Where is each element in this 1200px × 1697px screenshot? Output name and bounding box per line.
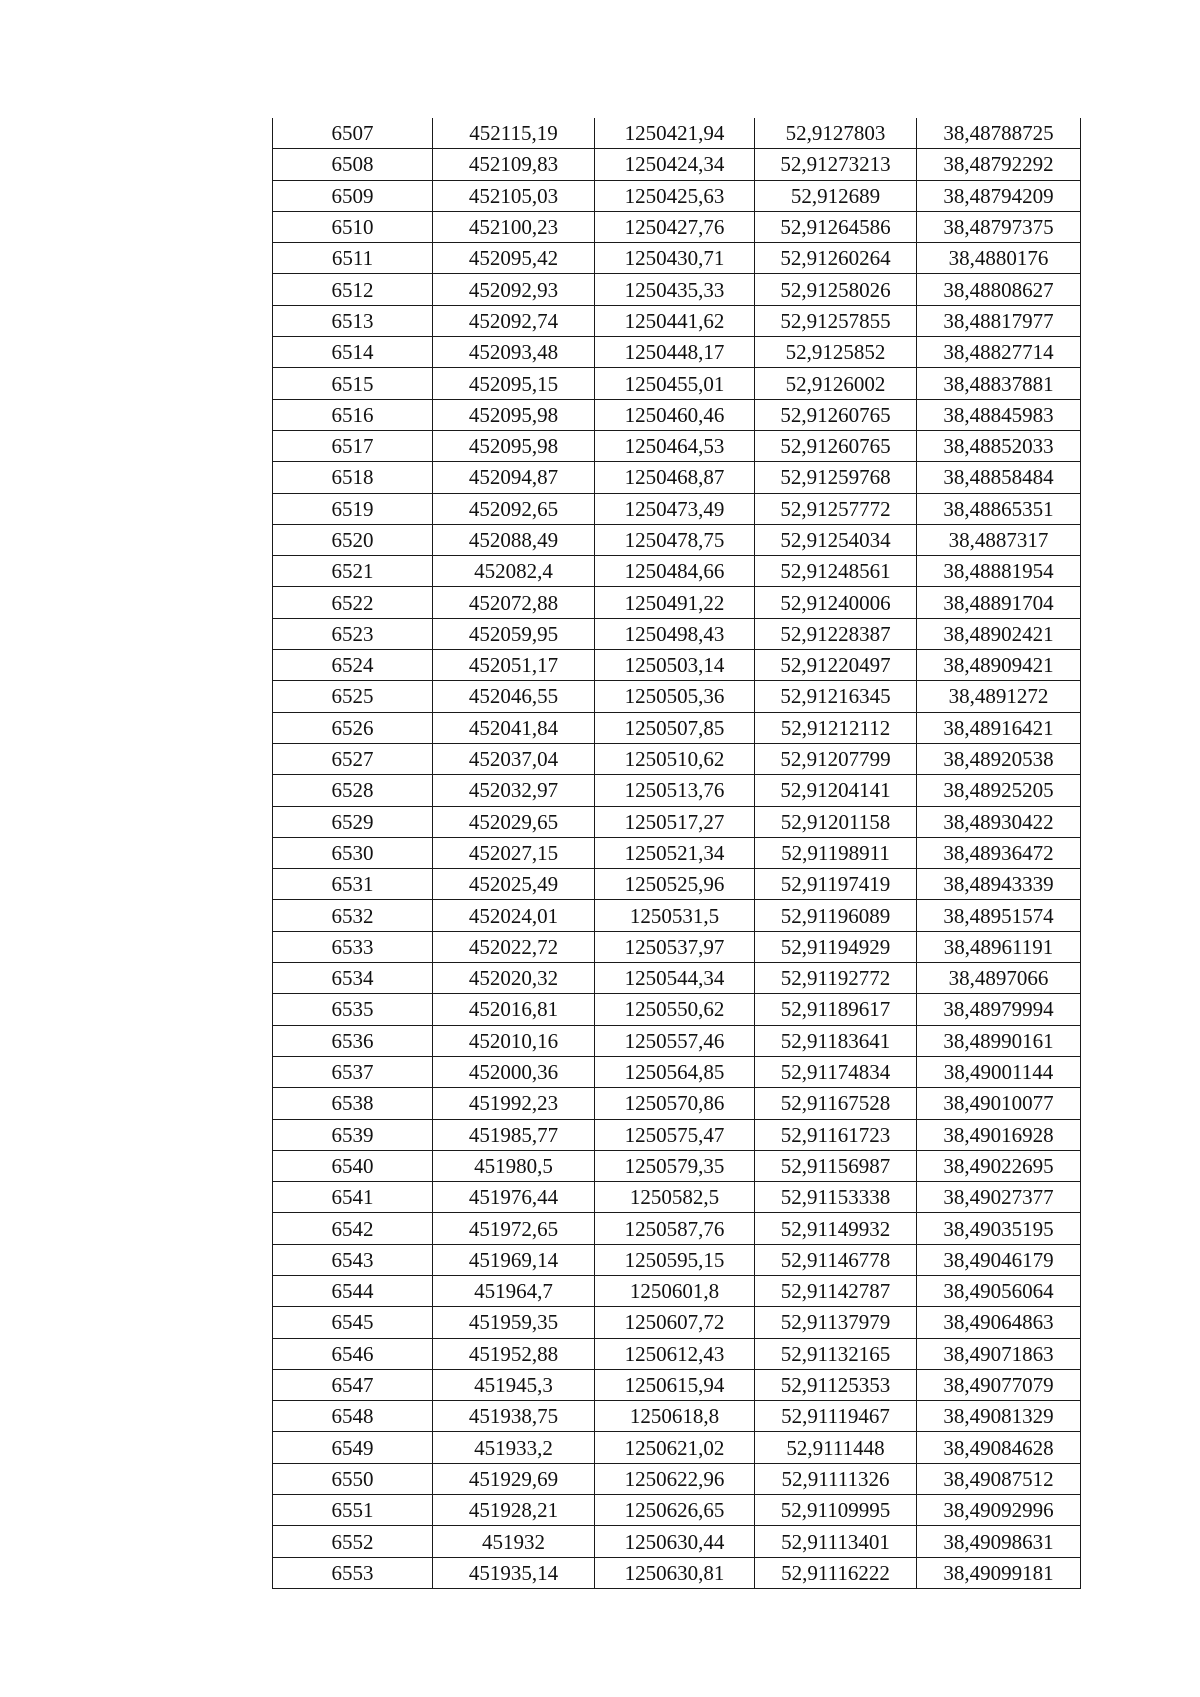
x-coordinate-cell: 452022,72 <box>433 931 595 962</box>
longitude-cell: 38,4891272 <box>917 681 1081 712</box>
latitude-cell: 52,91156987 <box>755 1150 917 1181</box>
x-coordinate-cell: 451972,65 <box>433 1213 595 1244</box>
table-row <box>273 1307 1081 1338</box>
table-row <box>273 1495 1081 1526</box>
y-coordinate-cell: 1250537,97 <box>595 931 755 962</box>
y-coordinate-cell: 1250557,46 <box>595 1025 755 1056</box>
y-coordinate-cell: 1250430,71 <box>595 243 755 274</box>
x-coordinate-cell: 452100,23 <box>433 211 595 242</box>
latitude-cell: 52,91212112 <box>755 712 917 743</box>
y-coordinate-cell: 1250421,94 <box>595 118 755 149</box>
table-row <box>273 368 1081 399</box>
table-row <box>273 211 1081 242</box>
longitude-cell: 38,48794209 <box>917 180 1081 211</box>
latitude-cell: 52,91146778 <box>755 1244 917 1275</box>
x-coordinate-cell: 451935,14 <box>433 1557 595 1588</box>
x-coordinate-cell: 452059,95 <box>433 618 595 649</box>
table-row <box>273 1463 1081 1494</box>
latitude-cell: 52,91273213 <box>755 149 917 180</box>
point-number-cell: 6543 <box>273 1244 433 1275</box>
latitude-cell: 52,91204141 <box>755 775 917 806</box>
table-row <box>273 1150 1081 1181</box>
x-coordinate-cell: 452109,83 <box>433 149 595 180</box>
y-coordinate-cell: 1250621,02 <box>595 1432 755 1463</box>
longitude-cell: 38,48852033 <box>917 430 1081 461</box>
longitude-cell: 38,4887317 <box>917 524 1081 555</box>
point-number-cell: 6527 <box>273 743 433 774</box>
table-row <box>273 931 1081 962</box>
latitude-cell: 52,91142787 <box>755 1275 917 1306</box>
y-coordinate-cell: 1250564,85 <box>595 1056 755 1087</box>
point-number-cell: 6508 <box>273 149 433 180</box>
latitude-cell: 52,91153338 <box>755 1182 917 1213</box>
point-number-cell: 6518 <box>273 462 433 493</box>
latitude-cell: 52,91137979 <box>755 1307 917 1338</box>
point-number-cell: 6509 <box>273 180 433 211</box>
point-number-cell: 6553 <box>273 1557 433 1588</box>
x-coordinate-cell: 451945,3 <box>433 1369 595 1400</box>
x-coordinate-cell: 451976,44 <box>433 1182 595 1213</box>
point-number-cell: 6536 <box>273 1025 433 1056</box>
longitude-cell: 38,48961191 <box>917 931 1081 962</box>
latitude-cell: 52,91167528 <box>755 1088 917 1119</box>
longitude-cell: 38,48891704 <box>917 587 1081 618</box>
longitude-cell: 38,48902421 <box>917 618 1081 649</box>
y-coordinate-cell: 1250525,96 <box>595 869 755 900</box>
latitude-cell: 52,91192772 <box>755 963 917 994</box>
table-row <box>273 1432 1081 1463</box>
latitude-cell: 52,91109995 <box>755 1495 917 1526</box>
x-coordinate-cell: 452072,88 <box>433 587 595 618</box>
y-coordinate-cell: 1250455,01 <box>595 368 755 399</box>
x-coordinate-cell: 452010,16 <box>433 1025 595 1056</box>
x-coordinate-cell: 451952,88 <box>433 1338 595 1369</box>
table-row <box>273 399 1081 430</box>
longitude-cell: 38,48858484 <box>917 462 1081 493</box>
latitude-cell: 52,91228387 <box>755 618 917 649</box>
x-coordinate-cell: 452094,87 <box>433 462 595 493</box>
x-coordinate-cell: 451985,77 <box>433 1119 595 1150</box>
latitude-cell: 52,91240006 <box>755 587 917 618</box>
latitude-cell: 52,91259768 <box>755 462 917 493</box>
y-coordinate-cell: 1250460,46 <box>595 399 755 430</box>
point-number-cell: 6533 <box>273 931 433 962</box>
table-row <box>273 837 1081 868</box>
y-coordinate-cell: 1250510,62 <box>595 743 755 774</box>
point-number-cell: 6512 <box>273 274 433 305</box>
point-number-cell: 6546 <box>273 1338 433 1369</box>
longitude-cell: 38,48943339 <box>917 869 1081 900</box>
x-coordinate-cell: 451992,23 <box>433 1088 595 1119</box>
x-coordinate-cell: 452024,01 <box>433 900 595 931</box>
point-number-cell: 6550 <box>273 1463 433 1494</box>
y-coordinate-cell: 1250507,85 <box>595 712 755 743</box>
table-row <box>273 1275 1081 1306</box>
point-number-cell: 6541 <box>273 1182 433 1213</box>
longitude-cell: 38,48792292 <box>917 149 1081 180</box>
point-number-cell: 6525 <box>273 681 433 712</box>
latitude-cell: 52,91116222 <box>755 1557 917 1588</box>
latitude-cell: 52,9127803 <box>755 118 917 149</box>
longitude-cell: 38,49027377 <box>917 1182 1081 1213</box>
point-number-cell: 6529 <box>273 806 433 837</box>
x-coordinate-cell: 452092,93 <box>433 274 595 305</box>
latitude-cell: 52,91196089 <box>755 900 917 931</box>
point-number-cell: 6549 <box>273 1432 433 1463</box>
y-coordinate-cell: 1250425,63 <box>595 180 755 211</box>
latitude-cell: 52,9125852 <box>755 337 917 368</box>
y-coordinate-cell: 1250579,35 <box>595 1150 755 1181</box>
point-number-cell: 6521 <box>273 556 433 587</box>
x-coordinate-cell: 452092,74 <box>433 305 595 336</box>
y-coordinate-cell: 1250570,86 <box>595 1088 755 1119</box>
latitude-cell: 52,91125353 <box>755 1369 917 1400</box>
x-coordinate-cell: 452105,03 <box>433 180 595 211</box>
table-row <box>273 243 1081 274</box>
y-coordinate-cell: 1250473,49 <box>595 493 755 524</box>
y-coordinate-cell: 1250550,62 <box>595 994 755 1025</box>
point-number-cell: 6534 <box>273 963 433 994</box>
x-coordinate-cell: 452115,19 <box>433 118 595 149</box>
y-coordinate-cell: 1250478,75 <box>595 524 755 555</box>
latitude-cell: 52,91132165 <box>755 1338 917 1369</box>
longitude-cell: 38,48865351 <box>917 493 1081 524</box>
table-row <box>273 743 1081 774</box>
longitude-cell: 38,48827714 <box>917 337 1081 368</box>
x-coordinate-cell: 452093,48 <box>433 337 595 368</box>
x-coordinate-cell: 452095,15 <box>433 368 595 399</box>
table-row <box>273 869 1081 900</box>
point-number-cell: 6510 <box>273 211 433 242</box>
x-coordinate-cell: 452029,65 <box>433 806 595 837</box>
table-row <box>273 618 1081 649</box>
y-coordinate-cell: 1250468,87 <box>595 462 755 493</box>
point-number-cell: 6551 <box>273 1495 433 1526</box>
x-coordinate-cell: 452032,97 <box>433 775 595 806</box>
y-coordinate-cell: 1250513,76 <box>595 775 755 806</box>
latitude-cell: 52,91119467 <box>755 1401 917 1432</box>
y-coordinate-cell: 1250622,96 <box>595 1463 755 1494</box>
table-row <box>273 337 1081 368</box>
latitude-cell: 52,91183641 <box>755 1025 917 1056</box>
x-coordinate-cell: 451959,35 <box>433 1307 595 1338</box>
longitude-cell: 38,48925205 <box>917 775 1081 806</box>
x-coordinate-cell: 452051,17 <box>433 650 595 681</box>
latitude-cell: 52,9111448 <box>755 1432 917 1463</box>
x-coordinate-cell: 451938,75 <box>433 1401 595 1432</box>
y-coordinate-cell: 1250630,81 <box>595 1557 755 1588</box>
longitude-cell: 38,48916421 <box>917 712 1081 743</box>
latitude-cell: 52,91260765 <box>755 399 917 430</box>
point-number-cell: 6537 <box>273 1056 433 1087</box>
latitude-cell: 52,91194929 <box>755 931 917 962</box>
x-coordinate-cell: 452041,84 <box>433 712 595 743</box>
y-coordinate-cell: 1250618,8 <box>595 1401 755 1432</box>
longitude-cell: 38,49016928 <box>917 1119 1081 1150</box>
longitude-cell: 38,49092996 <box>917 1495 1081 1526</box>
longitude-cell: 38,48845983 <box>917 399 1081 430</box>
x-coordinate-cell: 452046,55 <box>433 681 595 712</box>
point-number-cell: 6539 <box>273 1119 433 1150</box>
y-coordinate-cell: 1250531,5 <box>595 900 755 931</box>
y-coordinate-cell: 1250615,94 <box>595 1369 755 1400</box>
latitude-cell: 52,91198911 <box>755 837 917 868</box>
y-coordinate-cell: 1250595,15 <box>595 1244 755 1275</box>
y-coordinate-cell: 1250424,34 <box>595 149 755 180</box>
point-number-cell: 6544 <box>273 1275 433 1306</box>
table-row <box>273 556 1081 587</box>
table-row <box>273 180 1081 211</box>
table-row <box>273 1056 1081 1087</box>
point-number-cell: 6511 <box>273 243 433 274</box>
longitude-cell: 38,49081329 <box>917 1401 1081 1432</box>
x-coordinate-cell: 451928,21 <box>433 1495 595 1526</box>
x-coordinate-cell: 452025,49 <box>433 869 595 900</box>
table-row <box>273 1025 1081 1056</box>
table-row <box>273 806 1081 837</box>
table-row <box>273 650 1081 681</box>
table-row <box>273 681 1081 712</box>
latitude-cell: 52,91220497 <box>755 650 917 681</box>
point-number-cell: 6540 <box>273 1150 433 1181</box>
x-coordinate-cell: 452037,04 <box>433 743 595 774</box>
x-coordinate-cell: 451929,69 <box>433 1463 595 1494</box>
longitude-cell: 38,48797375 <box>917 211 1081 242</box>
latitude-cell: 52,912689 <box>755 180 917 211</box>
x-coordinate-cell: 451969,14 <box>433 1244 595 1275</box>
latitude-cell: 52,91149932 <box>755 1213 917 1244</box>
latitude-cell: 52,91111326 <box>755 1463 917 1494</box>
table-row <box>273 493 1081 524</box>
point-number-cell: 6538 <box>273 1088 433 1119</box>
longitude-cell: 38,49022695 <box>917 1150 1081 1181</box>
table-row <box>273 1213 1081 1244</box>
point-number-cell: 6515 <box>273 368 433 399</box>
latitude-cell: 52,91257772 <box>755 493 917 524</box>
latitude-cell: 52,91161723 <box>755 1119 917 1150</box>
table-row <box>273 1244 1081 1275</box>
table-row <box>273 524 1081 555</box>
longitude-cell: 38,48936472 <box>917 837 1081 868</box>
y-coordinate-cell: 1250505,36 <box>595 681 755 712</box>
coordinates-table <box>272 118 1081 1589</box>
latitude-cell: 52,91254034 <box>755 524 917 555</box>
longitude-cell: 38,48808627 <box>917 274 1081 305</box>
point-number-cell: 6523 <box>273 618 433 649</box>
longitude-cell: 38,49098631 <box>917 1526 1081 1557</box>
x-coordinate-cell: 452095,98 <box>433 399 595 430</box>
table-row <box>273 712 1081 743</box>
point-number-cell: 6545 <box>273 1307 433 1338</box>
latitude-cell: 52,91257855 <box>755 305 917 336</box>
latitude-cell: 52,9126002 <box>755 368 917 399</box>
table-row <box>273 274 1081 305</box>
table-row <box>273 1182 1081 1213</box>
x-coordinate-cell: 451933,2 <box>433 1432 595 1463</box>
longitude-cell: 38,48817977 <box>917 305 1081 336</box>
y-coordinate-cell: 1250448,17 <box>595 337 755 368</box>
longitude-cell: 38,48951574 <box>917 900 1081 931</box>
x-coordinate-cell: 452020,32 <box>433 963 595 994</box>
y-coordinate-cell: 1250441,62 <box>595 305 755 336</box>
latitude-cell: 52,91174834 <box>755 1056 917 1087</box>
y-coordinate-cell: 1250607,72 <box>595 1307 755 1338</box>
longitude-cell: 38,49084628 <box>917 1432 1081 1463</box>
y-coordinate-cell: 1250464,53 <box>595 430 755 461</box>
table-row <box>273 1369 1081 1400</box>
longitude-cell: 38,4880176 <box>917 243 1081 274</box>
table-row <box>273 1401 1081 1432</box>
latitude-cell: 52,91201158 <box>755 806 917 837</box>
x-coordinate-cell: 452095,42 <box>433 243 595 274</box>
point-number-cell: 6535 <box>273 994 433 1025</box>
longitude-cell: 38,48979994 <box>917 994 1081 1025</box>
longitude-cell: 38,49001144 <box>917 1056 1081 1087</box>
point-number-cell: 6552 <box>273 1526 433 1557</box>
coordinates-table-body <box>273 118 1081 1588</box>
y-coordinate-cell: 1250491,22 <box>595 587 755 618</box>
longitude-cell: 38,48881954 <box>917 556 1081 587</box>
x-coordinate-cell: 451980,5 <box>433 1150 595 1181</box>
point-number-cell: 6516 <box>273 399 433 430</box>
latitude-cell: 52,91197419 <box>755 869 917 900</box>
table-row <box>273 1119 1081 1150</box>
table-row <box>273 963 1081 994</box>
longitude-cell: 38,48930422 <box>917 806 1081 837</box>
y-coordinate-cell: 1250612,43 <box>595 1338 755 1369</box>
longitude-cell: 38,49099181 <box>917 1557 1081 1588</box>
y-coordinate-cell: 1250503,14 <box>595 650 755 681</box>
y-coordinate-cell: 1250435,33 <box>595 274 755 305</box>
x-coordinate-cell: 452000,36 <box>433 1056 595 1087</box>
x-coordinate-cell: 452088,49 <box>433 524 595 555</box>
longitude-cell: 38,49064863 <box>917 1307 1081 1338</box>
point-number-cell: 6507 <box>273 118 433 149</box>
point-number-cell: 6517 <box>273 430 433 461</box>
latitude-cell: 52,91216345 <box>755 681 917 712</box>
longitude-cell: 38,49035195 <box>917 1213 1081 1244</box>
longitude-cell: 38,48788725 <box>917 118 1081 149</box>
latitude-cell: 52,91248561 <box>755 556 917 587</box>
table-row <box>273 1088 1081 1119</box>
point-number-cell: 6530 <box>273 837 433 868</box>
longitude-cell: 38,48990161 <box>917 1025 1081 1056</box>
longitude-cell: 38,49087512 <box>917 1463 1081 1494</box>
y-coordinate-cell: 1250517,27 <box>595 806 755 837</box>
longitude-cell: 38,48920538 <box>917 743 1081 774</box>
point-number-cell: 6519 <box>273 493 433 524</box>
latitude-cell: 52,91189617 <box>755 994 917 1025</box>
point-number-cell: 6548 <box>273 1401 433 1432</box>
x-coordinate-cell: 452027,15 <box>433 837 595 868</box>
table-row <box>273 775 1081 806</box>
table-row <box>273 900 1081 931</box>
table-row <box>273 430 1081 461</box>
latitude-cell: 52,91260264 <box>755 243 917 274</box>
longitude-cell: 38,4897066 <box>917 963 1081 994</box>
latitude-cell: 52,91113401 <box>755 1526 917 1557</box>
x-coordinate-cell: 452095,98 <box>433 430 595 461</box>
longitude-cell: 38,48837881 <box>917 368 1081 399</box>
latitude-cell: 52,91264586 <box>755 211 917 242</box>
y-coordinate-cell: 1250544,34 <box>595 963 755 994</box>
y-coordinate-cell: 1250601,8 <box>595 1275 755 1306</box>
point-number-cell: 6532 <box>273 900 433 931</box>
y-coordinate-cell: 1250484,66 <box>595 556 755 587</box>
point-number-cell: 6547 <box>273 1369 433 1400</box>
x-coordinate-cell: 451964,7 <box>433 1275 595 1306</box>
table-row <box>273 462 1081 493</box>
y-coordinate-cell: 1250630,44 <box>595 1526 755 1557</box>
y-coordinate-cell: 1250427,76 <box>595 211 755 242</box>
longitude-cell: 38,49077079 <box>917 1369 1081 1400</box>
table-row <box>273 994 1081 1025</box>
table-row <box>273 1526 1081 1557</box>
latitude-cell: 52,91260765 <box>755 430 917 461</box>
x-coordinate-cell: 452016,81 <box>433 994 595 1025</box>
point-number-cell: 6526 <box>273 712 433 743</box>
latitude-cell: 52,91258026 <box>755 274 917 305</box>
point-number-cell: 6520 <box>273 524 433 555</box>
point-number-cell: 6531 <box>273 869 433 900</box>
y-coordinate-cell: 1250626,65 <box>595 1495 755 1526</box>
longitude-cell: 38,49071863 <box>917 1338 1081 1369</box>
table-row <box>273 1557 1081 1588</box>
point-number-cell: 6522 <box>273 587 433 618</box>
x-coordinate-cell: 452092,65 <box>433 493 595 524</box>
table-row <box>273 118 1081 149</box>
longitude-cell: 38,49046179 <box>917 1244 1081 1275</box>
y-coordinate-cell: 1250575,47 <box>595 1119 755 1150</box>
x-coordinate-cell: 451932 <box>433 1526 595 1557</box>
point-number-cell: 6513 <box>273 305 433 336</box>
y-coordinate-cell: 1250587,76 <box>595 1213 755 1244</box>
longitude-cell: 38,48909421 <box>917 650 1081 681</box>
point-number-cell: 6514 <box>273 337 433 368</box>
point-number-cell: 6542 <box>273 1213 433 1244</box>
table-row <box>273 305 1081 336</box>
table-row <box>273 1338 1081 1369</box>
y-coordinate-cell: 1250521,34 <box>595 837 755 868</box>
latitude-cell: 52,91207799 <box>755 743 917 774</box>
y-coordinate-cell: 1250498,43 <box>595 618 755 649</box>
x-coordinate-cell: 452082,4 <box>433 556 595 587</box>
y-coordinate-cell: 1250582,5 <box>595 1182 755 1213</box>
table-row <box>273 149 1081 180</box>
longitude-cell: 38,49010077 <box>917 1088 1081 1119</box>
point-number-cell: 6528 <box>273 775 433 806</box>
point-number-cell: 6524 <box>273 650 433 681</box>
table-row <box>273 587 1081 618</box>
longitude-cell: 38,49056064 <box>917 1275 1081 1306</box>
